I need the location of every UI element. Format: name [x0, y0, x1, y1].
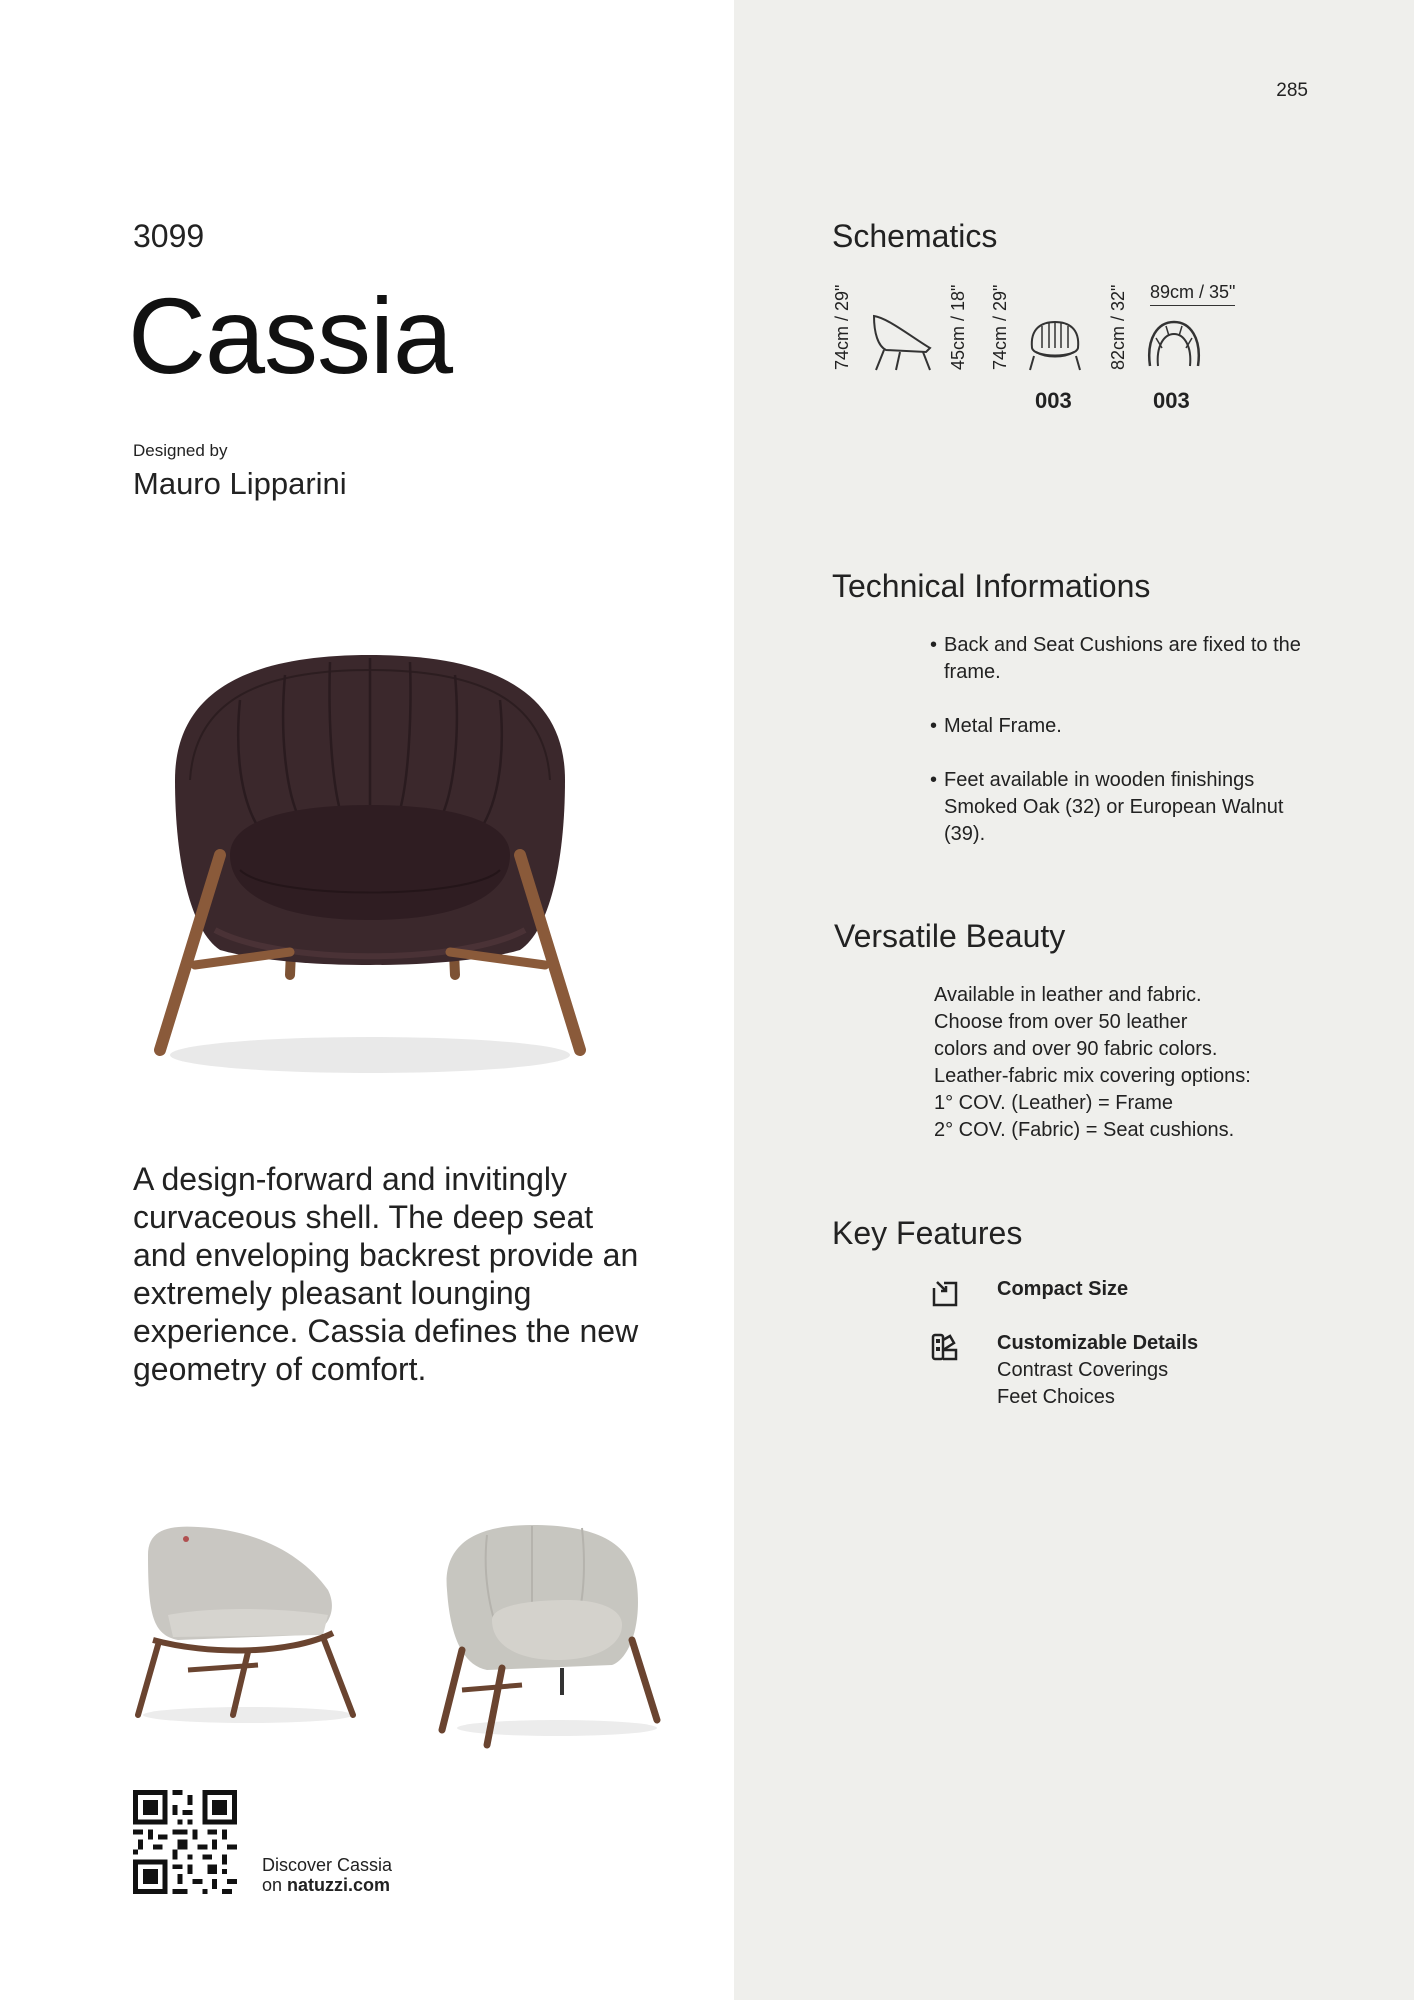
schematics-diagram [828, 278, 1248, 418]
designed-by-label: Designed by [133, 441, 228, 460]
versatile-title: Versatile Beauty [834, 918, 1066, 954]
front-height-label: 74cm / 29" [990, 284, 1010, 370]
versatile-text [934, 982, 1324, 1144]
product-description: A design-forward and invitingly curvaceous shell. The deep seat and enveloping backrest provide an extremely pleasant lounging experience. Cassia defines the new geometry of comfort. [133, 1161, 639, 1387]
model-number: 3099 [133, 218, 205, 254]
feature-title: Compact Size [997, 1278, 1129, 1300]
technical-title: Technical Informations [832, 568, 1151, 604]
technical-item: • Back and Seat Cushions are fixed to the frame. [930, 632, 1320, 686]
feature-detail: Feet Choices [997, 1386, 1115, 1408]
designer-name: Mauro Lipparini [133, 466, 347, 501]
width-label: 89cm / 35" [1150, 282, 1235, 306]
hero-chair-image [120, 630, 620, 1100]
schematics-title: Schematics [832, 218, 998, 254]
feature-title: Customizable Details [997, 1332, 1199, 1354]
top-view-code: 003 [1153, 388, 1190, 413]
qr-code[interactable] [133, 1790, 237, 1894]
technical-item: • Feet available in wooden finishings Smoked Oak (32) or European Walnut (39). [930, 767, 1320, 848]
compact-size-icon [930, 1278, 960, 1308]
product-name: Cassia [128, 275, 453, 396]
chair-side-view-image [128, 1515, 368, 1735]
side-height-label: 74cm / 29" [832, 284, 852, 370]
front-view-schematic [1026, 318, 1084, 372]
seat-height-label: 45cm / 18" [948, 284, 968, 370]
versatile-line: Choose from over 50 leather [934, 1011, 1188, 1033]
technical-list [930, 632, 1320, 875]
versatile-line: Available in leather and fabric. [934, 984, 1202, 1006]
top-view-schematic [1146, 318, 1202, 372]
natuzzi-link[interactable]: natuzzi.com [287, 1875, 391, 1895]
page-number: 285 [1276, 80, 1308, 101]
feature-detail: Contrast Coverings [997, 1359, 1169, 1381]
discover-line1: Discover Cassia [262, 1855, 393, 1875]
discover-line2: on natuzzi.com [262, 1875, 391, 1895]
discover-link[interactable] [262, 1855, 392, 1895]
key-features-title: Key Features [832, 1215, 1023, 1251]
versatile-line: colors and over 90 fabric colors. [934, 1038, 1218, 1060]
front-view-code: 003 [1035, 388, 1072, 413]
top-height-label: 82cm / 32" [1108, 284, 1128, 370]
technical-item: • Metal Frame. [930, 713, 1320, 740]
swatch-icon [930, 1332, 960, 1362]
side-view-schematic [868, 308, 938, 372]
versatile-line: Leather-fabric mix covering options: [934, 1065, 1251, 1087]
chair-angle-view-image [432, 1520, 672, 1750]
versatile-line: 2° COV. (Fabric) = Seat cushions. [934, 1119, 1235, 1141]
versatile-line: 1° COV. (Leather) = Frame [934, 1092, 1174, 1114]
